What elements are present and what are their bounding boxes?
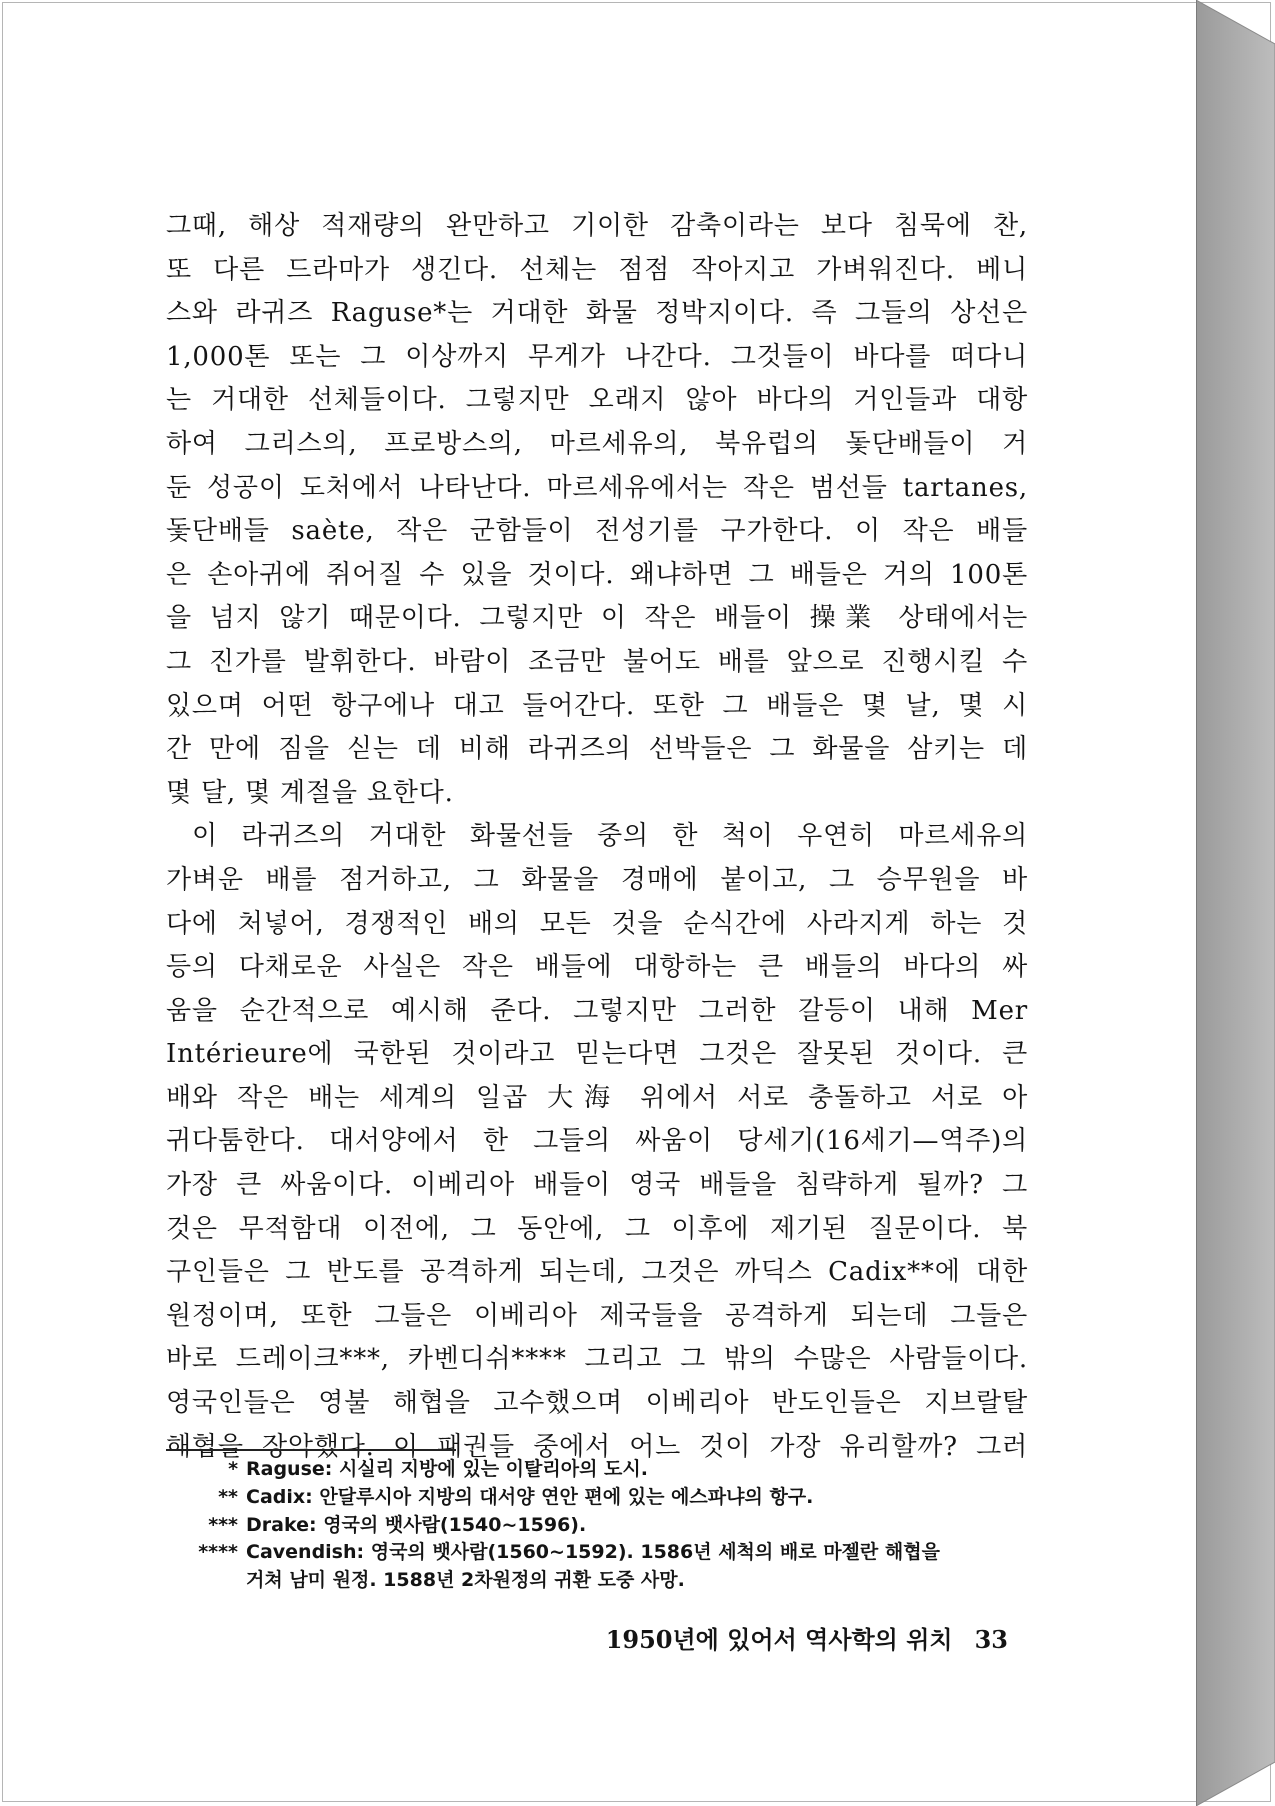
text-line: 등의 다채로운 사실은 작은 배들에 대항하는 큰 배들의 바다의 싸 xyxy=(166,952,1028,983)
footnote-mark: *** xyxy=(208,1513,238,1536)
text-line: 간 만에 짐을 싣는 데 비해 라귀즈의 선박들은 그 화물을 삼키는 데 xyxy=(166,734,1028,765)
text-line: 원정이며, 또한 그들은 이베리아 제국들을 공격하게 되는데 그들은 xyxy=(166,1300,1028,1331)
footnote-text: Drake: 영국의 뱃사람(1540~1596). xyxy=(246,1513,587,1536)
text-line: 해협을 장악했다. 이 패권들 중에서 어느 것이 가장 유리할까? 그러 xyxy=(166,1431,1028,1462)
text-line: 은 손아귀에 쥐어질 수 있을 것이다. 왜냐하면 그 배들은 거의 100톤 xyxy=(166,559,1028,590)
book-edge xyxy=(1196,0,1275,1806)
text-line: 을 넘지 않기 때문이다. 그렇지만 이 작은 배들이 操業 상태에서는 xyxy=(166,603,1028,634)
text-line: 이 라귀즈의 거대한 화물선들 중의 한 척이 우연히 마르세유의 xyxy=(192,821,1028,852)
footnote-rule xyxy=(166,1449,456,1451)
book-edge-shape xyxy=(1196,0,1275,1806)
footnote-text: Raguse: 시실리 지방에 있는 이탈리아의 도시. xyxy=(246,1458,648,1480)
body-text xyxy=(166,205,1028,1469)
page-number: 33 xyxy=(974,1625,1008,1654)
text-line: 것은 무적함대 이전에, 그 동안에, 그 이후에 제기된 질문이다. 북 xyxy=(166,1213,1028,1244)
text-line: 하여 그리스의, 프로방스의, 마르세유의, 북유럽의 돛단배들이 거 xyxy=(166,428,1028,459)
text-line: 또 다른 드라마가 생긴다. 선체는 점점 작아지고 가벼워진다. 베니 xyxy=(166,254,1028,285)
text-line: 다에 처넣어, 경쟁적인 배의 모든 것을 순식간에 사라지게 하는 것 xyxy=(166,908,1028,939)
text-line: 는 거대한 선체들이다. 그렇지만 오래지 않아 바다의 거인들과 대항 xyxy=(166,385,1028,416)
text-line: Intérieure에 국한된 것이라고 믿는다면 그것은 잘못된 것이다. 큰 xyxy=(166,1039,1028,1070)
text-line: 움을 순간적으로 예시해 준다. 그렇지만 그러한 갈등이 내해 Mer xyxy=(166,995,1028,1026)
text-line: 가벼운 배를 점거하고, 그 화물을 경매에 붙이고, 그 승무원을 바 xyxy=(166,864,1028,895)
footnote-continuation: 거쳐 남미 원정. 1588년 2차원정의 귀환 도중 사망. xyxy=(246,1569,685,1592)
running-title: 1950년에 있어서 역사학의 위치 xyxy=(605,1625,953,1654)
text-line: 귀다툼한다. 대서양에서 한 그들의 싸움이 당세기(16세기—역주)의 xyxy=(166,1126,1028,1157)
text-line: 그 진가를 발휘한다. 바람이 조금만 불어도 배를 앞으로 진행시킬 수 xyxy=(166,646,1028,677)
text-line: 몇 달, 몇 계절을 요한다. xyxy=(166,777,454,808)
footnote-mark: ** xyxy=(218,1485,238,1508)
footnote-mark: **** xyxy=(198,1541,238,1564)
footnote xyxy=(166,1484,1026,1512)
text-line: 둔 성공이 도처에서 나타난다. 마르세유에서는 작은 범선들 tartanes, xyxy=(166,472,1028,503)
text-line: 바로 드레이크***, 카벤디쉬**** 그리고 그 밖의 수많은 사람들이다. xyxy=(166,1344,1028,1375)
text-line: 구인들은 그 반도를 공격하게 되는데, 그것은 까딕스 Cadix**에 대한 xyxy=(166,1257,1028,1288)
text-line: 1,000톤 또는 그 이상까지 무게가 나간다. 그것들이 바다를 떠다니 xyxy=(166,341,1028,372)
text-line: 스와 라귀즈 Raguse*는 거대한 화물 정박지이다. 즉 그들의 상선은 xyxy=(166,298,1028,329)
page-footer xyxy=(580,1620,1008,1655)
text-line: 있으며 어떤 항구에나 대고 들어간다. 또한 그 배들은 몇 날, 몇 시 xyxy=(166,690,1028,721)
text-line: 돛단배들 saète, 작은 군함들이 전성기를 구가한다. 이 작은 배들 xyxy=(166,516,1028,547)
footnote-text: Cadix: 안달루시아 지방의 대서양 연안 편에 있는 에스파냐의 항구. xyxy=(246,1485,814,1508)
footnote xyxy=(166,1539,1026,1567)
text-line: 배와 작은 배는 세계의 일곱 大海 위에서 서로 충돌하고 서로 아 xyxy=(166,1082,1028,1113)
text-line: 그때, 해상 적재량의 완만하고 기이한 감축이라는 보다 침묵에 찬, xyxy=(166,211,1028,241)
text-line: 영국인들은 영불 해협을 고수했으며 이베리아 반도인들은 지브랄탈 xyxy=(166,1388,1028,1419)
footnotes xyxy=(166,1456,1026,1595)
footnote-mark: * xyxy=(228,1458,238,1480)
footnote-text: Cavendish: 영국의 뱃사람(1560~1592). 1586년 세척의 배로 마젤란 해협을 xyxy=(246,1541,940,1564)
footnote xyxy=(166,1456,1026,1484)
footnote xyxy=(166,1512,1026,1540)
text-line: 가장 큰 싸움이다. 이베리아 배들이 영국 배들을 침략하게 될까? 그 xyxy=(166,1170,1028,1201)
